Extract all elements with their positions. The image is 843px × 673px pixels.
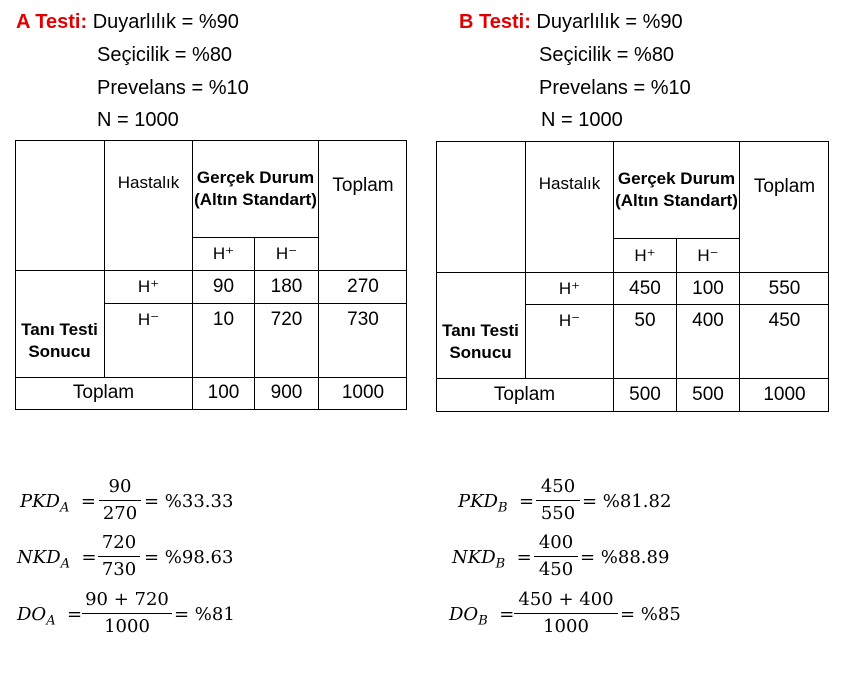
table-cell: 900 — [270, 382, 303, 403]
total-header: Toplam — [753, 176, 816, 197]
contingency-table-b — [436, 141, 829, 412]
acc-result-a: = %81 — [174, 604, 235, 625]
test-result-label: Tanı Testi Sonucu — [21, 319, 98, 361]
denominator: 730 — [101, 559, 137, 580]
ppv-fraction-b — [536, 474, 580, 527]
denominator: 450 — [538, 559, 574, 580]
npv-formula-b-label: $NKD_B$ = — [452, 547, 532, 572]
table-cell: 100 — [692, 277, 724, 299]
h-minus-col: H⁻ — [697, 245, 719, 265]
npv-fraction-b — [534, 530, 578, 583]
test-a-n: N = 1000 — [97, 109, 179, 131]
h-plus-col: H⁺ — [634, 245, 656, 265]
table-cell: 270 — [347, 276, 379, 297]
npv-result-b: = %88.89 — [580, 547, 670, 568]
ppv-fraction-a — [99, 474, 141, 527]
acc-fraction-b — [514, 587, 618, 640]
denominator: 1000 — [543, 616, 589, 637]
test-b-prevalence: Prevelans = %10 — [539, 77, 691, 99]
table-cell: 500 — [692, 383, 724, 405]
truth-header: Gerçek Durum (Altın Standart) — [194, 167, 317, 209]
h-minus-row: H⁻ — [558, 311, 581, 330]
denominator: 270 — [102, 503, 138, 524]
total-header: Toplam — [332, 175, 394, 196]
ppv-formula-a-label: $PKD_A$ = — [20, 491, 96, 516]
h-minus-col: H⁻ — [275, 244, 298, 263]
h-plus-row: H⁺ — [137, 277, 160, 296]
contingency-table-a — [15, 140, 407, 410]
test-b-header — [459, 12, 683, 32]
table-cell: 90 — [212, 276, 235, 297]
table-cell: 450 — [768, 310, 801, 331]
h-plus-col: H⁺ — [212, 244, 235, 263]
test-b-sensitivity: Duyarlılık = %90 — [536, 11, 683, 33]
npv-fraction-a — [98, 530, 140, 583]
table-cell: 720 — [270, 309, 303, 330]
table-cell: 500 — [629, 383, 661, 405]
numerator: 450 — [536, 474, 580, 501]
numerator: 400 — [534, 530, 578, 557]
denominator: 1000 — [104, 616, 150, 637]
acc-formula-b-label: $DO_B$ = — [449, 604, 515, 629]
h-plus-row: H⁺ — [558, 278, 581, 298]
table-cell: 1000 — [341, 382, 385, 403]
numerator: 90 + 720 — [82, 587, 172, 614]
truth-header: Gerçek Durum (Altın Standart) — [615, 168, 738, 210]
table-cell: 730 — [347, 309, 379, 330]
h-minus-row: H⁻ — [137, 310, 160, 329]
table-cell: 550 — [768, 277, 801, 299]
table-cell: 400 — [692, 310, 724, 331]
test-b-specificity: Seçicilik = %80 — [539, 44, 675, 66]
table-cell: 1000 — [763, 383, 806, 405]
table-cell: 100 — [207, 382, 240, 403]
test-a-sensitivity: Duyarlılık = %90 — [92, 11, 239, 33]
acc-fraction-a — [82, 587, 172, 640]
disease-header: Hastalık — [538, 174, 601, 193]
table-cell: 10 — [212, 309, 235, 330]
test-result-label: Tanı Testi Sonucu — [442, 320, 519, 362]
acc-formula-a-label: $DO_A$ = — [17, 604, 83, 629]
total-row-label: Toplam — [72, 382, 135, 403]
ppv-formula-b-label: $PKD_B$ = — [458, 491, 535, 516]
numerator: 450 + 400 — [514, 587, 618, 614]
npv-formula-a-label: $NKD_A$ = — [17, 547, 97, 572]
test-b-n: N = 1000 — [541, 109, 623, 131]
test-a-title: A Testi: — [16, 11, 88, 33]
denominator: 550 — [540, 503, 576, 524]
ppv-result-b: = %81.82 — [582, 491, 672, 512]
test-a-prevalence: Prevelans = %10 — [97, 77, 249, 99]
npv-result-a: = %98.63 — [144, 547, 234, 568]
total-row-label: Toplam — [493, 383, 556, 405]
disease-header: Hastalık — [117, 173, 180, 192]
numerator: 720 — [98, 530, 140, 557]
ppv-result-a: = %33.33 — [144, 491, 234, 512]
test-b-title: B Testi: — [459, 11, 531, 33]
test-a-specificity: Seçicilik = %80 — [97, 44, 233, 66]
table-cell: 50 — [634, 310, 656, 331]
table-cell: 450 — [629, 277, 661, 299]
acc-result-b: = %85 — [620, 604, 681, 625]
test-a-header — [16, 12, 239, 32]
numerator: 90 — [99, 474, 141, 501]
table-cell: 180 — [270, 276, 303, 297]
